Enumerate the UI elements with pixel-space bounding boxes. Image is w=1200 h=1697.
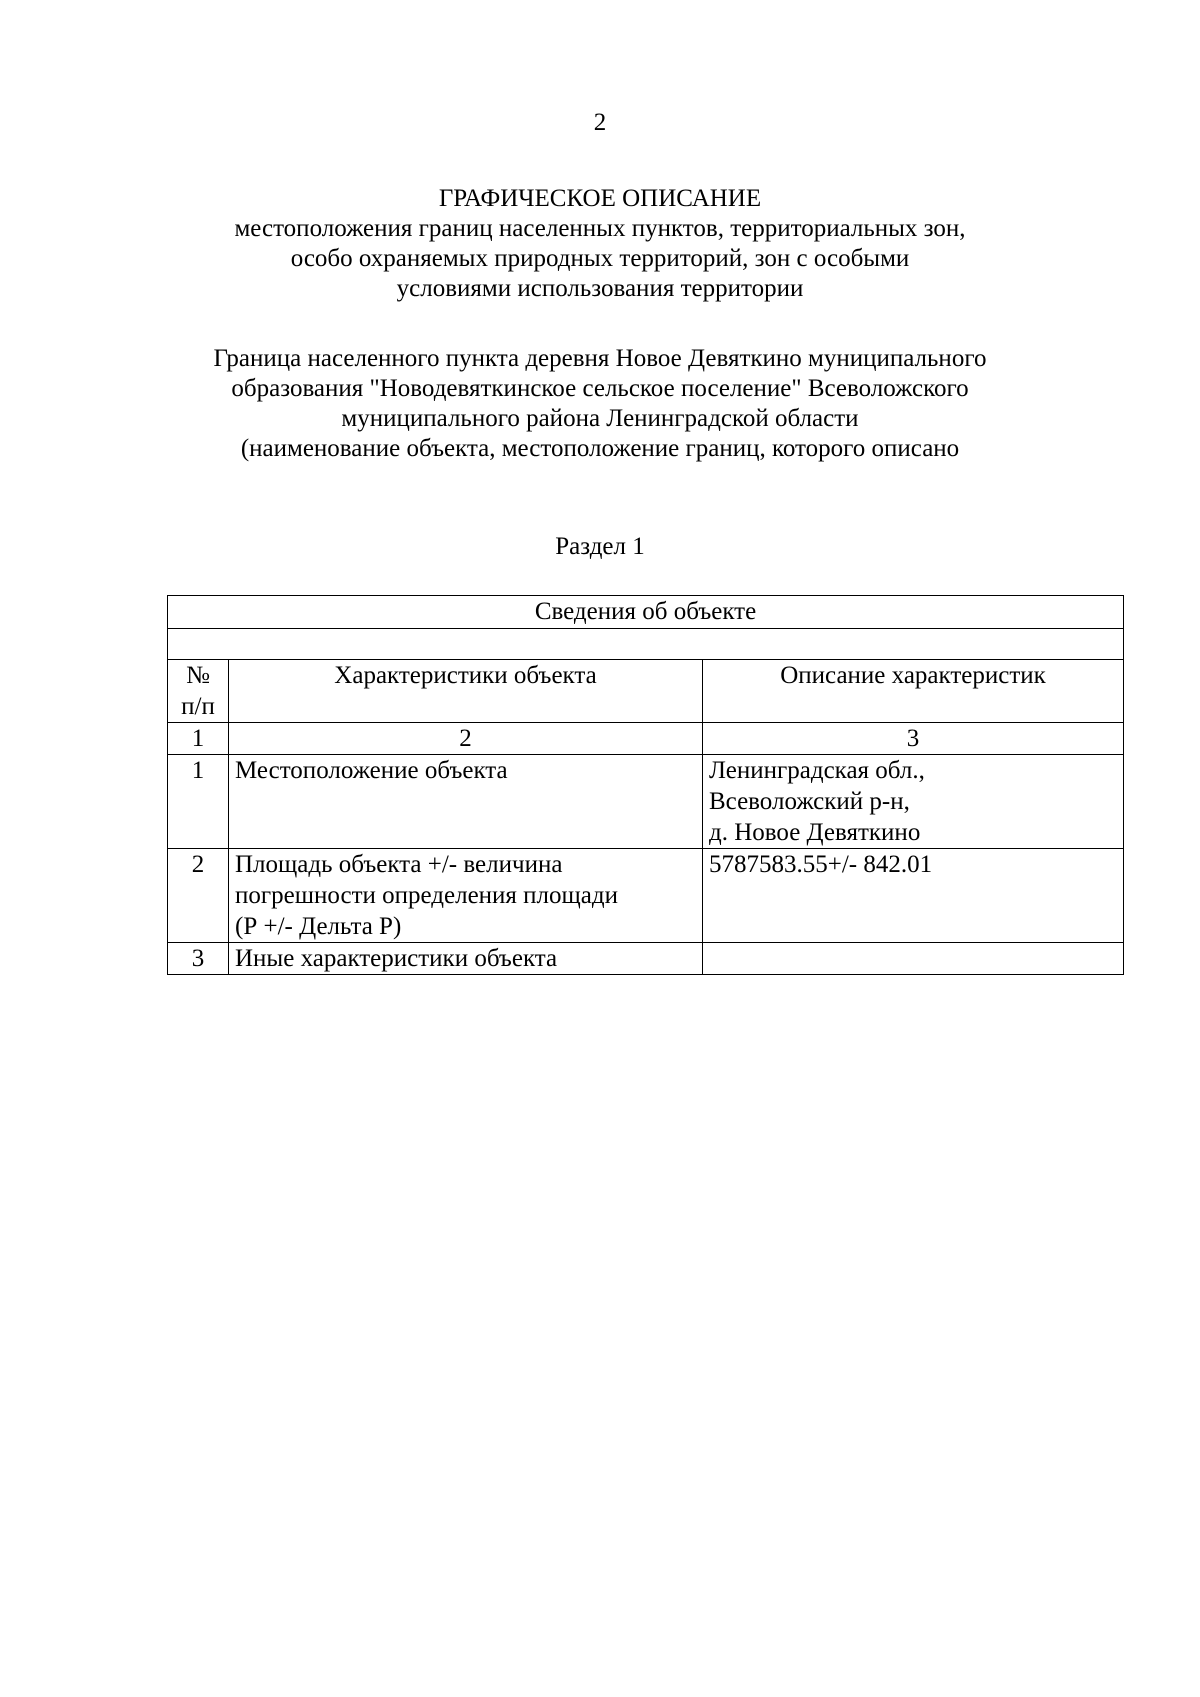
document-title — [170, 184, 1030, 304]
header-description: Описание характеристик — [703, 660, 1124, 723]
table-header-row — [168, 660, 1124, 723]
object-name-note: (наименование объекта, местоположение границ, которого описано — [240, 435, 960, 462]
cell-line: (Р +/- Дельта Р) — [235, 913, 402, 940]
row-characteristic — [229, 943, 703, 975]
header-num-line: № — [186, 662, 210, 689]
cell-line: погрешности определения площади — [235, 882, 618, 909]
column-index: 3 — [703, 723, 1124, 755]
table-caption-row — [168, 596, 1124, 629]
page-number: 2 — [593, 109, 607, 136]
section-heading: Раздел 1 — [555, 533, 645, 560]
table-row — [168, 849, 1124, 943]
header-num-line: п/п — [181, 693, 215, 720]
cell-line: д. Новое Девяткино — [709, 819, 921, 846]
column-index: 2 — [229, 723, 703, 755]
object-name-line: образования "Новодевяткинское сельское поселение" Всеволожского — [231, 375, 969, 402]
title-subtitle-line: местоположения границ населенных пунктов, территориальных зон, — [234, 215, 966, 242]
object-info-table — [167, 595, 1124, 975]
header-characteristics: Характеристики объекта — [229, 660, 703, 723]
table-empty-row — [168, 629, 1124, 660]
cell-line: Местоположение объекта — [235, 757, 508, 784]
column-index: 1 — [168, 723, 229, 755]
table-caption: Сведения об объекте — [168, 596, 1124, 629]
row-characteristic — [229, 849, 703, 943]
row-num: 3 — [168, 943, 229, 975]
object-name-line: муниципального района Ленинградской области — [341, 405, 859, 432]
row-description — [703, 943, 1124, 975]
row-num: 2 — [168, 849, 229, 943]
cell-line: Всеволожский р-н, — [709, 788, 910, 815]
title-subtitle-line: условиями использования территории — [396, 275, 804, 302]
title-subtitle-line: особо охраняемых природных территорий, зон с особыми — [290, 245, 910, 272]
row-description — [703, 755, 1124, 849]
object-name-line: Граница населенного пункта деревня Новое Девяткино муниципального — [213, 345, 987, 372]
table-row — [168, 943, 1124, 975]
table-row — [168, 755, 1124, 849]
row-description — [703, 849, 1124, 943]
object-name-block — [150, 344, 1050, 464]
cell-line: Площадь объекта +/- величина — [235, 851, 563, 878]
row-num: 1 — [168, 755, 229, 849]
table-empty-cell — [168, 629, 1124, 660]
cell-line: 5787583.55+/- 842.01 — [709, 851, 933, 878]
cell-line: Иные характеристики объекта — [235, 945, 558, 972]
header-num — [168, 660, 229, 723]
table-index-row — [168, 723, 1124, 755]
cell-line: Ленинградская обл., — [709, 757, 925, 784]
row-characteristic — [229, 755, 703, 849]
title-heading: ГРАФИЧЕСКОЕ ОПИСАНИЕ — [438, 185, 762, 212]
